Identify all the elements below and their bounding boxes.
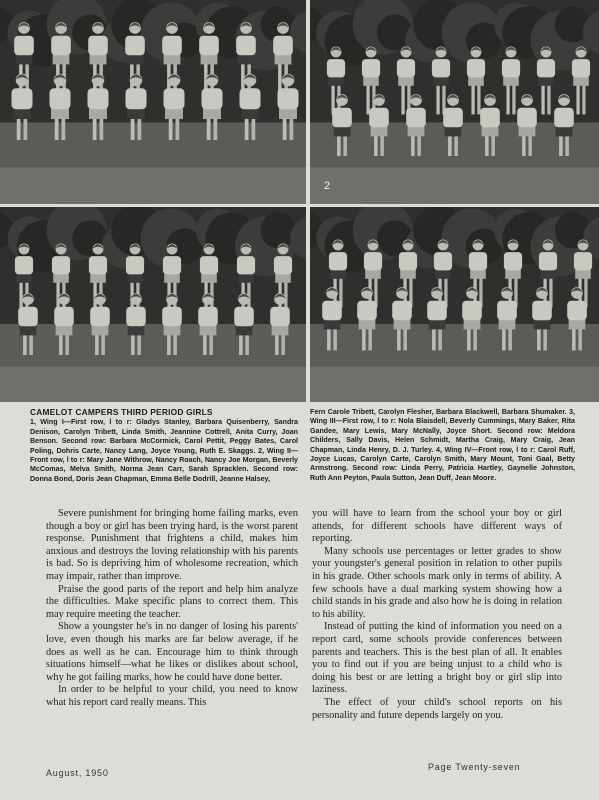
group-photo-wing-4 bbox=[310, 207, 599, 402]
paragraph: Many schools use percentages or letter grades to show your youngster's general position in relation to other pupils in his grade. Other schools mark only in terms of ability. A few schools have a dual marking system showing how a child stands in his grade and also how he is doing in relation to his ability. bbox=[312, 545, 562, 620]
group-photo-wing-3 bbox=[0, 207, 306, 402]
article-right-column bbox=[312, 508, 562, 722]
group-photo-wing-4-image bbox=[310, 207, 599, 402]
photo-caption bbox=[30, 408, 575, 498]
paragraph: Show a youngster he's in no danger of losing his parents' love, even though his marks are far below average, if he does as well as he can. Encourage him to think through situations himself—what he likes or dislikes about school, why he got failing marks, how he could have done better. bbox=[46, 621, 298, 683]
paragraph: The effect of your child's school reports on his personality and future depends largely on you. bbox=[312, 696, 562, 721]
paragraph: Instead of putting the kind of information you need on a report card, some schools provide conferences between parents and teachers. This is the best plan of all. It enables you to find out if you are being unjust to a child who is doing his best or are letting a bright boy or girl slip into laziness. bbox=[312, 621, 562, 696]
group-photo-wing-1-image bbox=[0, 0, 306, 204]
caption-right-column bbox=[310, 408, 575, 483]
group-photo-wing-2 bbox=[310, 0, 599, 204]
footer-date: August, 1950 bbox=[46, 768, 109, 778]
caption-left-column bbox=[30, 408, 298, 484]
footer-page-number: Page Twenty-seven bbox=[428, 762, 521, 772]
article-left-column bbox=[46, 508, 298, 710]
group-photo-wing-2-image bbox=[310, 0, 599, 204]
caption-right-text: Fern Carole Tribett, Carolyn Flesher, Barbara Blackwell, Barbara Shumaker. 3, Wing III—First row, l to r: Nola Blaisdell, Beverly Cummings, Mary Baker, Rita Gandee, Mary Lewis, Mary McNally, Joyce Short. Second row: Meldora Childers, Sally Davis, Helen Schmidt, Martha Craig, Mary Craig, Jean Chapman, Linda Henry, D. J. Turley. 4, Wing IV—Front row, l to r: Carol Ruff, Joyce Lucas, Carolyn Carte, Carolyn Smith, Mary Mount, Toni Gaal, Betty Armstrong. Second row: Linda Perry, Patricia Hartley, Gaynelle Johnston, Ruth Ann Peyton, Paula Sutton, Jean Duff, Jean Moore. bbox=[310, 408, 575, 482]
paragraph: Praise the good parts of the report and help him analyze the difficulties. Make specific plans to correct them. This may require meeting the teacher. bbox=[46, 583, 298, 620]
caption-title: CAMELOT CAMPERS THIRD PERIOD GIRLS bbox=[30, 407, 213, 417]
group-photo-wing-3-image bbox=[0, 207, 306, 402]
caption-left-text: 1, Wing I—First row, l to r: Gladys Stanley, Barbara Quisenberry, Sandra Denison, Carolyn Tribett, Linda Smith, Jeannine Cottrell, Anita Curry, Joan Benson. Second row: Barbara McCormick, Carol Pettit, Peggy Bates, Carol Poling, Dohris Carte, Nancy Lang, Joyce Young, Ruth E. Skaggs. 2, Wing II—Front row, l to r: Mary Jane Withrow, Nancy Roach, Nancy Joe Morgan, Beverly McComas, Melva Smith, Norma Jean Carr, Sarah Spracklen. Second row: Donna Bond, Doris Jean Chapman, Emma Belle Dodrill, Jeanne Halsey, bbox=[30, 418, 298, 483]
paragraph: you will have to learn from the school your boy or girl attends, for different schools have different ways of reporting. bbox=[312, 508, 562, 545]
paragraph: In order to be helpful to your child, you need to know what his report card really means. This bbox=[46, 684, 298, 708]
group-photo-wing-1 bbox=[0, 0, 306, 204]
photo-number: 2 bbox=[324, 180, 331, 192]
paragraph: Severe punishment for bringing home failing marks, even though a boy or girl has been trying hard, is the worst parent response. Punishment that frightens a child, makes him anxious and destroys the loving relationship with his parents is bad. So is depriving him of wholesome recreation, which may impair, rather than improve. bbox=[46, 508, 298, 582]
